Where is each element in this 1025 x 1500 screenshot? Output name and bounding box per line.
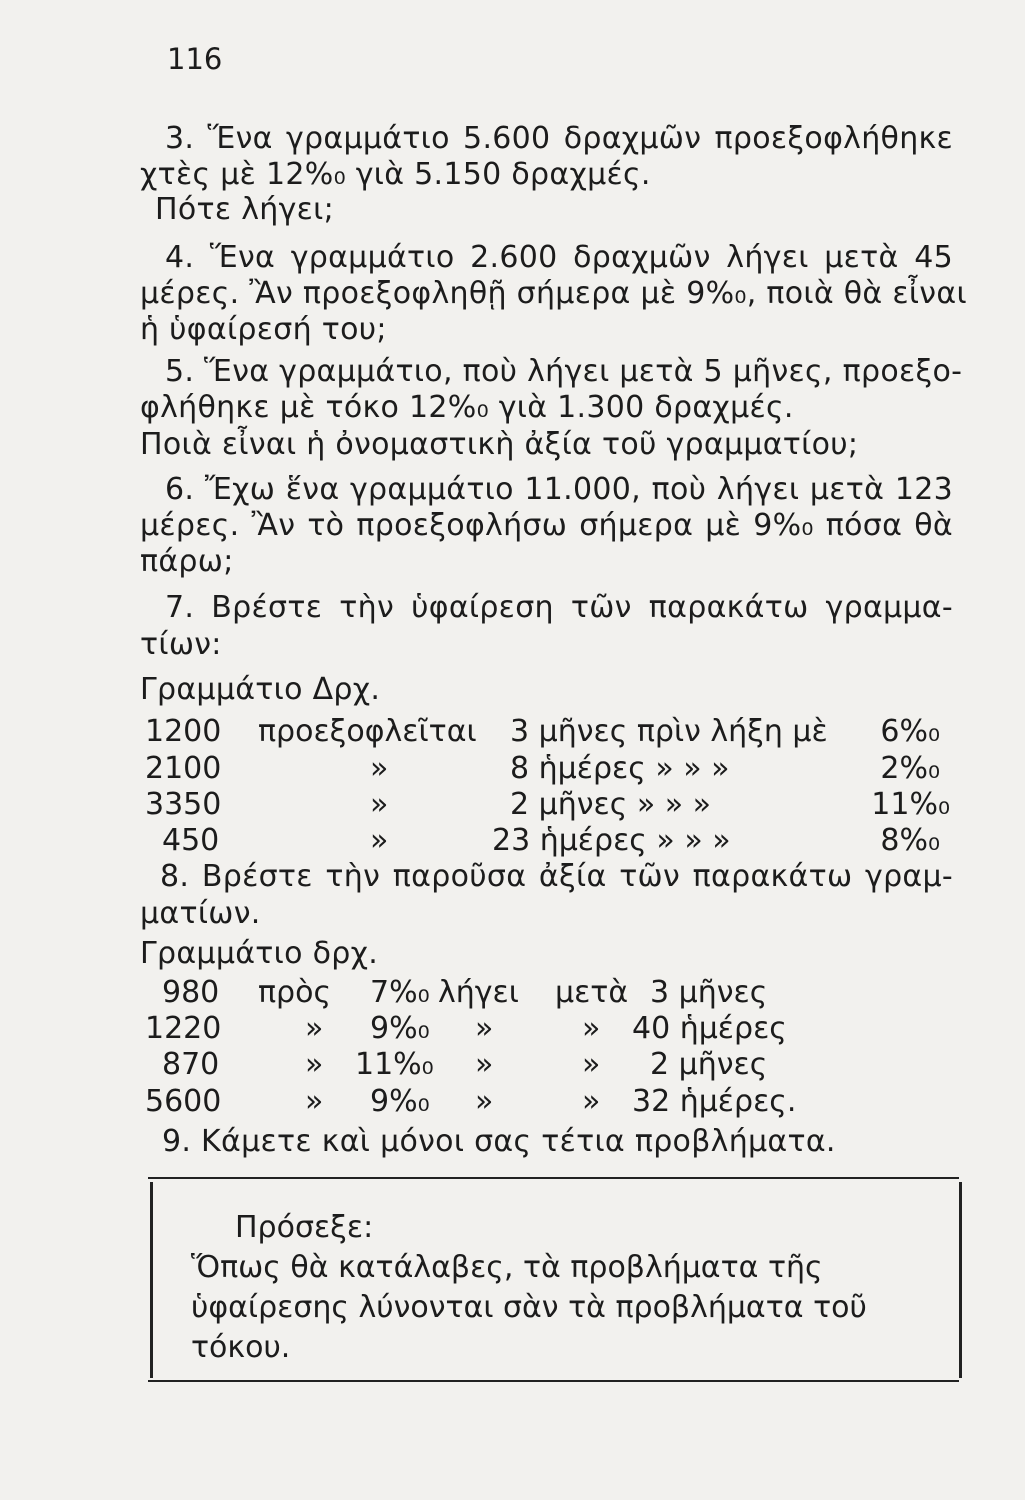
ex7-row1-rate: 6%₀ [880, 714, 940, 749]
ex8-row2-lhgei: » [475, 1011, 494, 1046]
ex8-row1-lhgei: λήγει [438, 975, 519, 1010]
note-line-3: τόκου. [191, 1330, 291, 1365]
ex8-row1-period: 3 μῆνες [650, 975, 768, 1010]
note-line-1: Ὅπως θὰ κατάλαβες, τὰ προβλήματα τῆς [191, 1250, 823, 1285]
ex7-row3-amount: 3350 [145, 787, 222, 822]
ex7-row2-qty: 8 ἡμέρες » » » [510, 751, 730, 786]
ex8-row2-amount: 1220 [145, 1011, 222, 1046]
ex7-row4-verb: » [370, 823, 389, 858]
ex8-row1-amount: 980 [162, 975, 220, 1010]
note-top-rule [148, 1177, 959, 1179]
ex5-line-3: Ποιὰ εἶναι ἡ ὀνομαστικὴ ἀξία τοῦ γραμματίου; [140, 427, 859, 462]
ex7-row3-qty: 2 μῆνες » » » [510, 787, 711, 822]
ex8-row2-period: 40 ἡμέρες [632, 1011, 787, 1046]
ex4-line-3: ἡ ὑφαίρεσή του; [140, 312, 387, 347]
ex8-row3-meta: » [582, 1047, 601, 1082]
ex8-row3-lhgei: » [475, 1047, 494, 1082]
ex8-row4-amount: 5600 [145, 1084, 222, 1119]
ex8-row2-pros: » [305, 1011, 324, 1046]
ex8-row4-period: 32 ἡμέρες. [632, 1084, 797, 1119]
ex8-row4-meta: » [582, 1084, 601, 1119]
ex7-row4-amount: 450 [162, 823, 220, 858]
ex8-row3-rate: 11%₀ [355, 1047, 434, 1082]
note-line-2: ὑφαίρεσης λύνονται σὰν τὰ προβλήματα τοῦ [191, 1290, 867, 1325]
ex8-row1-pros: πρὸς [258, 975, 332, 1010]
ex8-row2-rate: 9%₀ [370, 1011, 430, 1046]
ex7-line-1: 7. Βρέστε τὴν ὑφαίρεση τῶν παρακάτω γραμμα- [165, 590, 953, 625]
ex7-row4-qty: 23 ἡμέρες » » » [492, 823, 731, 858]
ex8-row4-lhgei: » [475, 1084, 494, 1119]
note-box [150, 1182, 962, 1378]
ex3-line-3: Πότε λήγει; [155, 192, 335, 227]
ex8-row4-rate: 9%₀ [370, 1084, 430, 1119]
ex6-line-2: μέρες. Ἂν τὸ προεξοφλήσω σήμερα μὲ 9%₀ πόσα θὰ [140, 508, 953, 543]
ex5-line-2: φλήθηκε μὲ τόκο 12%₀ γιὰ 1.300 δραχμές. [140, 390, 794, 425]
ex4-line-2: μέρες. Ἂν προεξοφληθῇ σήμερα μὲ 9%₀, ποιὰ θὰ εἶναι [140, 276, 967, 311]
ex8-row4-pros: » [305, 1084, 324, 1119]
ex7-row3-verb: » [370, 787, 389, 822]
ex8-row1-rate: 7%₀ [370, 975, 430, 1010]
ex8-row3-pros: » [305, 1047, 324, 1082]
ex7-row3-rate: 11%₀ [871, 787, 950, 822]
ex7-row2-amount: 2100 [145, 751, 222, 786]
ex7-row1-verb: προεξοφλεῖται [258, 714, 477, 749]
ex8-table-header: Γραμμάτιο δρχ. [140, 936, 379, 971]
ex7-row1-qty: 3 μῆνες πρὶν λήξη μὲ [510, 714, 828, 749]
ex8-line-1: 8. Βρέστε τὴν παροῦσα ἀξία τῶν παρακάτω γραμ- [160, 859, 953, 894]
ex7-row2-verb: » [370, 751, 389, 786]
ex3-line-1: 3. Ἕνα γραμμάτιο 5.600 δραχμῶν προεξοφλήθηκε [165, 121, 953, 156]
note-title: Πρόσεξε: [235, 1210, 374, 1245]
ex8-row3-amount: 870 [162, 1047, 220, 1082]
ex7-row1-amount: 1200 [145, 714, 222, 749]
ex6-line-1: 6. Ἔχω ἕνα γραμμάτιο 11.000, ποὺ λήγει μετὰ 123 [165, 472, 953, 507]
ex8-row3-period: 2 μῆνες [650, 1047, 768, 1082]
ex7-row2-rate: 2%₀ [880, 751, 940, 786]
ex8-line-2: ματίων. [140, 896, 261, 931]
ex7-line-2: τίων: [140, 627, 222, 662]
note-bottom-rule [148, 1380, 959, 1382]
ex8-row2-meta: » [582, 1011, 601, 1046]
ex3-line-2: χτὲς μὲ 12%₀ γιὰ 5.150 δραχμές. [140, 157, 651, 192]
ex4-line-1: 4. Ἕνα γραμμάτιο 2.600 δραχμῶν λήγει μετὰ 45 [165, 240, 953, 275]
ex8-row1-meta: μετὰ [555, 975, 629, 1010]
ex7-row4-rate: 8%₀ [880, 823, 940, 858]
ex7-table-header: Γραμμάτιο Δρχ. [140, 672, 381, 707]
ex5-line-1: 5. Ἕνα γραμμάτιο, ποὺ λήγει μετὰ 5 μῆνες, προεξο- [165, 354, 963, 389]
ex6-line-3: πάρω; [140, 544, 234, 579]
page-number: 116 [167, 42, 223, 76]
ex9-line: 9. Κάμετε καὶ μόνοι σας τέτια προβλήματα. [162, 1124, 836, 1159]
